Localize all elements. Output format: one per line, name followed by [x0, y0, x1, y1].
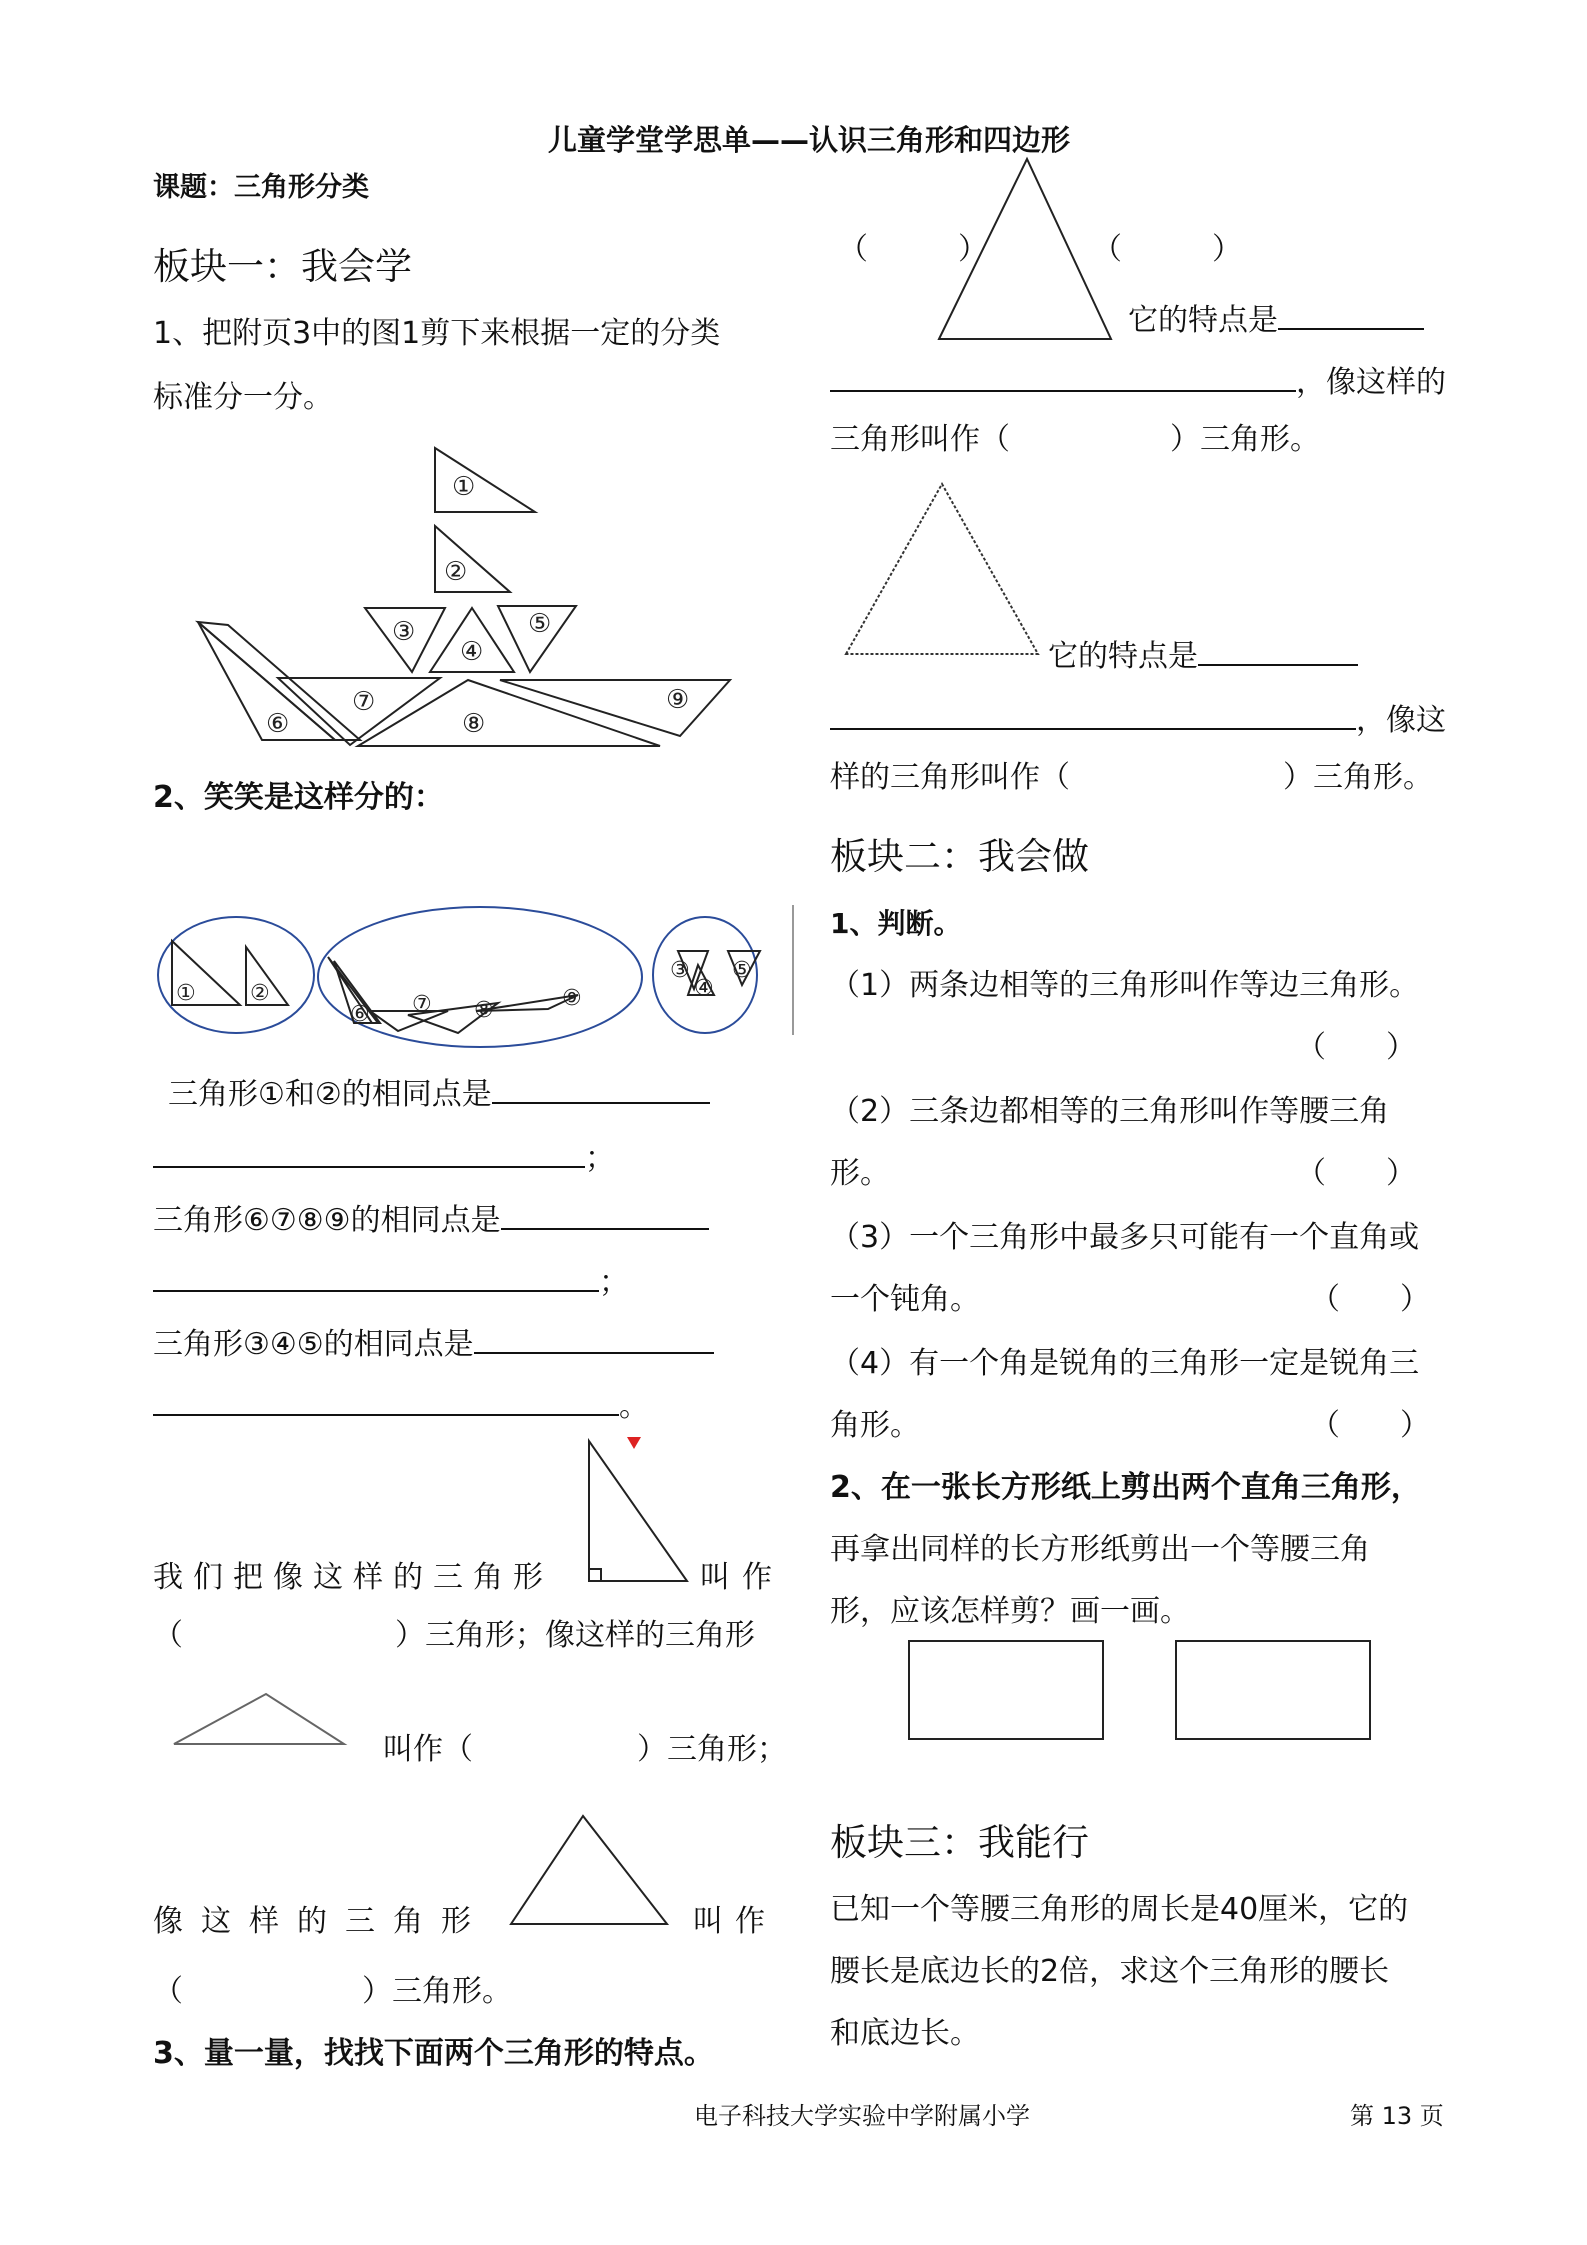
same-6789-label: 三角形⑥⑦⑧⑨的相同点是 — [153, 1203, 501, 1238]
q2-line2: 再拿出同样的长方形纸剪出一个等腰三角 — [830, 1532, 1370, 1567]
p3-line1: 已知一个等腰三角形的周长是40厘米，它的 — [830, 1892, 1409, 1927]
label-4: ④ — [460, 637, 484, 667]
judge-3-line1: （3）一个三角形中最多只可能有一个直角或 — [830, 1220, 1420, 1255]
figure-boat-triangles — [190, 440, 750, 760]
judge-title: 1、判断。 — [830, 907, 962, 940]
label-5: ⑤ — [528, 609, 552, 639]
obtuse-call: 叫作（ — [383, 1732, 473, 1767]
g-label-6: ⑥ — [350, 1002, 370, 1027]
q1-text-line2: 标准分一分。 — [153, 380, 333, 415]
blank-same-12[interactable] — [492, 1070, 710, 1104]
label-8: ⑧ — [462, 709, 486, 739]
same-6789-row — [153, 1196, 709, 1241]
blank-feature1-cont[interactable] — [830, 358, 1296, 392]
paren-open-1: （ — [153, 1618, 183, 1653]
right-tri-line2: ）三角形；像这样的三角形 — [395, 1618, 755, 1653]
rectangle-paper-2[interactable] — [1175, 1640, 1371, 1740]
called1-post: ）三角形。 — [1170, 422, 1320, 457]
label-7: ⑦ — [352, 687, 376, 717]
g-label-5: ⑤ — [732, 958, 752, 983]
divider — [792, 905, 794, 1035]
same-345-row — [153, 1320, 714, 1365]
paren-left-side: （ ） — [838, 232, 988, 267]
feature2-row2 — [830, 696, 1446, 741]
block2-heading: 板块二：我会做 — [830, 835, 1089, 878]
g-label-1: ① — [176, 981, 196, 1006]
feature1-row — [1128, 296, 1424, 341]
q2-line1: 2、在一张长方形纸上剪出两个直角三角形， — [830, 1470, 1421, 1505]
g-label-8: ⑧ — [474, 998, 494, 1023]
judge-4-line1: （4）有一个角是锐角的三角形一定是锐角三 — [830, 1346, 1420, 1381]
called2-post: ）三角形。 — [1283, 760, 1433, 795]
footer-page: 第 13 页 — [1350, 2102, 1444, 2130]
semicolon: ； — [599, 1265, 629, 1300]
red-marker-icon — [627, 1437, 641, 1449]
period: 。 — [619, 1389, 649, 1424]
semicolon: ； — [585, 1141, 615, 1176]
called2-pre: 样的三角形叫作（ — [830, 760, 1070, 795]
same-345-row2 — [153, 1382, 649, 1427]
paren-right-side: （ ） — [1092, 232, 1242, 267]
q2-line3: 形，应该怎样剪？画一画。 — [830, 1594, 1190, 1629]
page-title: 儿童学堂学思单——认识三角形和四边形 — [548, 123, 1071, 157]
judge-1: （1）两条边相等的三角形叫作等边三角形。 — [830, 968, 1420, 1003]
g-label-7: ⑦ — [412, 992, 432, 1017]
same-12-label: 三角形①和②的相同点是 — [168, 1077, 492, 1112]
label-9: ⑨ — [666, 685, 690, 715]
same-12-row2 — [153, 1134, 615, 1179]
paren-open-2: （ — [153, 1974, 183, 2009]
judge-2-paren[interactable]: （ ） — [1296, 1156, 1416, 1191]
right-tri-post: 叫作 — [700, 1560, 784, 1595]
q3-text: 3、量一量，找找下面两个三角形的特点。 — [153, 2036, 714, 2071]
triangle-1 — [435, 448, 535, 512]
blank-feature2[interactable] — [1198, 632, 1358, 666]
g-label-9: ⑨ — [562, 986, 582, 1011]
judge-4-line2: 角形。 — [830, 1408, 920, 1443]
q1-text-line1: 1、把附页3中的图1剪下来根据一定的分类 — [153, 316, 721, 351]
blank-feature1[interactable] — [1278, 296, 1424, 330]
block1-heading: 板块一：我会学 — [153, 245, 412, 288]
judge-4-paren[interactable]: （ ） — [1310, 1408, 1430, 1443]
triangle-9 — [500, 680, 730, 736]
p3-line2: 腰长是底边长的2倍，求这个三角形的腰长 — [830, 1954, 1390, 1989]
feature1-row2 — [830, 358, 1446, 403]
blank-same-6789-cont[interactable] — [153, 1258, 599, 1292]
right-tri-pre: 我们把像这样的三角形 — [153, 1560, 553, 1595]
obtuse-triangle-figure — [170, 1688, 350, 1748]
like1-text: ，像这样的 — [1296, 365, 1446, 400]
acute-pre: 像这样的三角形 — [153, 1904, 489, 1939]
judge-1-paren[interactable]: （ ） — [1296, 1030, 1416, 1065]
topic: 课题：三角形分类 — [153, 172, 369, 203]
q2-text: 2、笑笑是这样分的： — [153, 780, 444, 815]
right-triangle-figure — [585, 1435, 695, 1585]
equilateral-triangle-figure — [842, 480, 1042, 660]
blank-same-12-cont[interactable] — [153, 1134, 585, 1168]
p3-line3: 和底边长。 — [830, 2016, 980, 2051]
label-6: ⑥ — [266, 709, 290, 739]
g-label-2: ② — [250, 981, 270, 1006]
g-label-3: ③ — [670, 958, 690, 983]
judge-2-line2: 形。 — [830, 1156, 890, 1191]
label-3: ③ — [392, 617, 416, 647]
footer-school: 电子科技大学实验中学附属小学 — [694, 2102, 1030, 2130]
group-ellipse-left — [158, 917, 314, 1033]
label-1: ① — [452, 472, 476, 502]
feature2-row — [1048, 632, 1358, 677]
judge-3-line2: 一个钝角。 — [830, 1282, 980, 1317]
acute-triangle-figure — [505, 1810, 675, 1930]
judge-2-line1: （2）三条边都相等的三角形叫作等腰三角 — [830, 1094, 1390, 1129]
blank-same-6789[interactable] — [501, 1196, 709, 1230]
same-12-row — [168, 1070, 710, 1115]
same-345-label: 三角形③④⑤的相同点是 — [153, 1327, 474, 1362]
called1-pre: 三角形叫作（ — [830, 422, 1010, 457]
blank-same-345[interactable] — [474, 1320, 714, 1354]
acute-post: 叫作 — [693, 1904, 777, 1939]
like2-text: ，像这 — [1356, 703, 1446, 738]
acute-end: ）三角形。 — [362, 1974, 512, 2009]
triangle-8 — [358, 680, 660, 746]
judge-3-paren[interactable]: （ ） — [1310, 1282, 1430, 1317]
blank-feature2-cont[interactable] — [830, 696, 1356, 730]
feature1-label: 它的特点是 — [1128, 303, 1278, 338]
label-2: ② — [444, 557, 468, 587]
g-label-4: ④ — [694, 976, 714, 1001]
block3-heading: 板块三：我能行 — [830, 1821, 1089, 1864]
feature2-label: 它的特点是 — [1048, 639, 1198, 674]
blank-same-345-cont[interactable] — [153, 1382, 619, 1416]
same-6789-row2 — [153, 1258, 629, 1303]
obtuse-end: ）三角形； — [637, 1732, 787, 1767]
rectangle-paper-1[interactable] — [908, 1640, 1104, 1740]
figure-grouped-triangles — [158, 905, 798, 1055]
